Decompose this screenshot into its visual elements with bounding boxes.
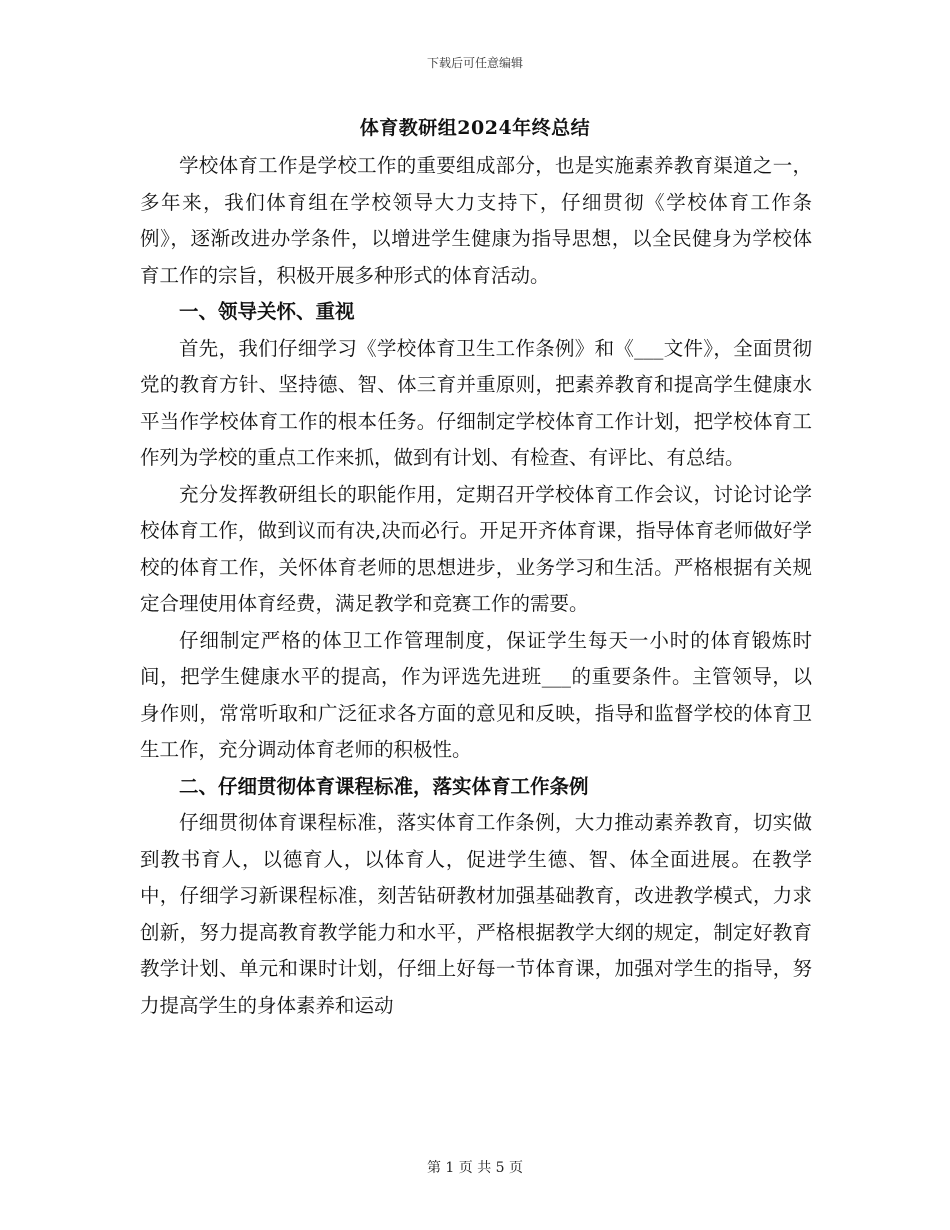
body-paragraph: 仔细贯彻体育课程标准，落实体育工作条例，大力推动素养教育，切实做到教书育人，以德育人，以体育人，促进学生德、智、体全面进展。在教学中，仔细学习新课程标准，刻苦钻研教材加强基础教育，改进教学模式，力求创新，努力提高教育教学能力和水平，严格根据教学大纲的规定，制定好教育教学计划、单元和课时计划，仔细上好每一节体育课，加强对学生的指导，努力提高学生的身体素养和运动 — [140, 811, 812, 1017]
section-heading: 二、仔细贯彻体育课程标准，落实体育工作条例 — [179, 774, 589, 798]
body-paragraph: 仔细制定严格的体卫工作管理制度，保证学生每天一小时的体育锻炼时间，把学生健康水平的提高，作为评选先进班___的重要条件。主管领导，以身作则，常常听取和广泛征求各方面的意见和反映，指导和监督学校的体育卫生工作，充分调动体育老师的积极性。 — [140, 628, 812, 761]
section-heading: 一、领导关怀、重视 — [179, 300, 355, 323]
body-paragraph: 学校体育工作是学校工作的重要组成部分，也是实施素养教育渠道之一，多年来，我们体育组在学校领导大力支持下，仔细贯彻《学校体育工作条例》，逐渐改进办学条件，以增进学生健康为指导思想，以全民健身为学校体育工作的宗旨，积极开展多种形式的体育活动。 — [140, 154, 812, 287]
document-body — [140, 148, 812, 1024]
page-header-note: 下载后可任意编辑 — [426, 56, 523, 70]
body-paragraph: 首先，我们仔细学习《学校体育卫生工作条例》和《___文件》，全面贯彻党的教育方针、坚持德、智、体三育并重原则，把素养教育和提高学生健康水平当作学校体育工作的根本任务。仔细制定学校体育工作计划，把学校体育工作列为学校的重点工作来抓，做到有计划、有检查、有评比、有总结。 — [140, 336, 812, 469]
body-paragraph: 充分发挥教研组长的职能作用，定期召开学校体育工作会议，讨论讨论学校体育工作，做到议而有决,决而必行。开足开齐体育课，指导体育老师做好学校的体育工作，关怀体育老师的思想进步，业务学习和生活。严格根据有关规定合理使用体育经费，满足教学和竞赛工作的需要。 — [140, 482, 812, 615]
page-number: 第 1 页 共 5 页 — [426, 1160, 524, 1176]
document-title: 体育教研组2024年终总结 — [359, 117, 591, 139]
